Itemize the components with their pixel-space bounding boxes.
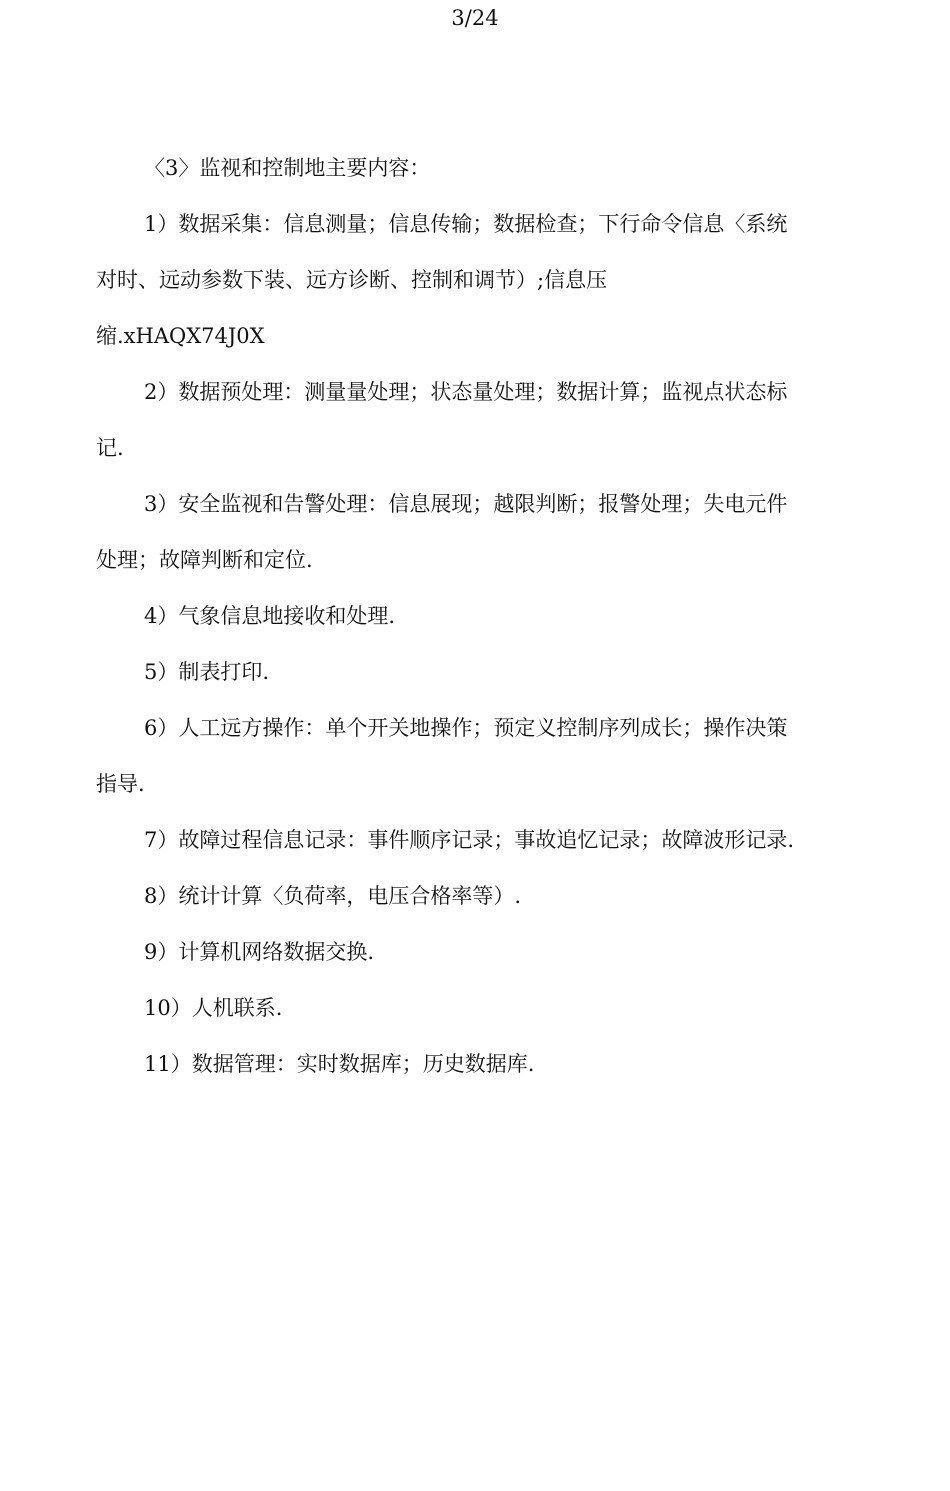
list-item-6-line-2: 指导. bbox=[96, 772, 145, 796]
list-item-11: 11）数据管理：实时数据库；历史数据库. bbox=[144, 1052, 535, 1076]
list-item-4: 4）气象信息地接收和处理. bbox=[144, 604, 396, 628]
list-item-10: 10）人机联系. bbox=[144, 996, 283, 1020]
list-item-2-line-1: 2）数据预处理：测量量处理；状态量处理；数据计算；监视点状态标 bbox=[144, 380, 788, 404]
list-item-1-line-1: 1）数据采集：信息测量；信息传输；数据检查；下行命令信息〈系统 bbox=[144, 212, 788, 236]
list-item-6-line-1: 6）人工远方操作：单个开关地操作；预定义控制序列成长；操作决策 bbox=[144, 716, 788, 740]
list-item-1-line-3: 缩.xHAQX74J0X bbox=[96, 324, 265, 348]
list-item-8: 8）统计计算〈负荷率，电压合格率等）. bbox=[144, 884, 522, 908]
list-item-3-line-1: 3）安全监视和告警处理：信息展现；越限判断；报警处理；失电元件 bbox=[144, 492, 788, 516]
list-item-9: 9）计算机网络数据交换. bbox=[144, 940, 375, 964]
list-item-3-line-2: 处理；故障判断和定位. bbox=[96, 548, 313, 572]
list-item-1-line-2: 对时、远动参数下装、远方诊断、控制和调节）;信息压 bbox=[96, 268, 608, 292]
list-item-5: 5）制表打印. bbox=[144, 660, 270, 684]
list-item-2-line-2: 记. bbox=[96, 436, 124, 460]
page-number: 3/24 bbox=[451, 6, 499, 30]
section-heading: 〈3〉监视和控制地主要内容： bbox=[144, 156, 431, 180]
document-body bbox=[96, 140, 856, 1092]
list-item-7: 7）故障过程信息记录：事件顺序记录；事故追忆记录；故障波形记录. bbox=[144, 828, 795, 852]
